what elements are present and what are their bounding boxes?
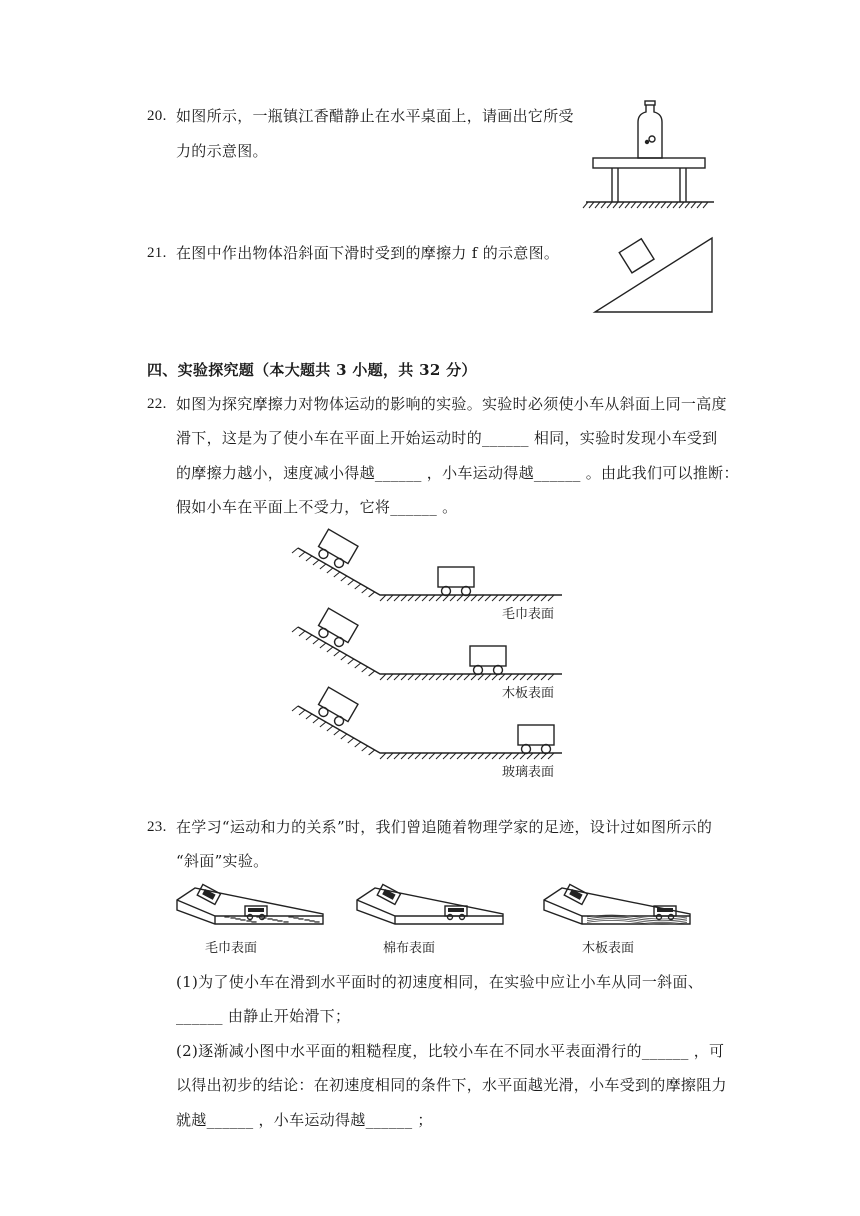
q21-text-line1: 在图中作出物体沿斜面下滑时受到的摩擦力 f 的示意图。: [176, 244, 560, 262]
section4-title: 四、实验探究题（本大题共 3 小题，共 32 分）: [147, 361, 477, 379]
ramp-label-towel: 毛巾表面: [502, 607, 555, 622]
q23-sub2-line1: (2)逐渐减小图中水平面的粗糙程度，比较小车在不同水平表面滑行的______ ，可: [176, 1042, 725, 1060]
q23-sub2-line3: 就越______ ，小车运动得越______ ；: [176, 1111, 433, 1129]
slope-apparatus-1: [177, 884, 323, 924]
bottle-on-table-figure: [580, 96, 720, 211]
slope-label-towel: 毛巾表面: [205, 941, 258, 956]
slope-apparatus-2: [357, 884, 503, 924]
q22-text-line4: 假如小车在平面上不受力，它将______ 。: [176, 498, 458, 516]
incline-block-figure: [590, 230, 720, 320]
q23-text-line1: 在学习“运动和力的关系”时，我们曾追随着物理学家的足迹，设计过如图所示的: [176, 818, 713, 836]
q23-number: 23.: [147, 819, 167, 835]
slope-label-cotton: 棉布表面: [383, 941, 436, 956]
slope-apparatus-3: [544, 884, 690, 924]
q22-text-line3: 的摩擦力越小，速度减小得越______ ，小车运动得越______ 。由此我们可以推断：: [176, 464, 739, 482]
q23-sub1-line2: ______ 由静止开始滑下；: [176, 1007, 351, 1025]
slope-label-wood: 木板表面: [582, 941, 635, 956]
q23-sub1-line1: (1)为了使小车在滑到水平面时的初速度相同，在实验中应让小车从同一斜面、: [176, 973, 704, 991]
q23-sub2-line2: 以得出初步的结论：在初速度相同的条件下，水平面越光滑，小车受到的摩擦阻力: [176, 1076, 727, 1094]
q22-text-line1: 如图为探究摩擦力对物体运动的影响的实验。实验时必须使小车从斜面上同一高度: [176, 395, 727, 413]
q20-text-line1: 如图所示，一瓶镇江香醋静止在水平桌面上，请画出它所受: [176, 107, 574, 125]
q23-text-line2: “斜面”实验。: [176, 852, 269, 870]
friction-ramps-figure: [290, 520, 580, 780]
q20-text-line2: 力的示意图。: [176, 142, 268, 160]
q22-number: 22.: [147, 396, 167, 412]
q20-number: 20.: [147, 108, 167, 124]
ramp-label-glass: 玻璃表面: [502, 765, 555, 780]
q22-text-line2: 滑下，这是为了使小车在平面上开始运动时的______ 相同，实验时发现小车受到: [176, 429, 718, 447]
ramp-label-wood: 木板表面: [502, 686, 555, 701]
q21-number: 21.: [147, 245, 167, 261]
slope-experiment-figure: [170, 880, 700, 940]
ramp-1: [292, 529, 562, 601]
